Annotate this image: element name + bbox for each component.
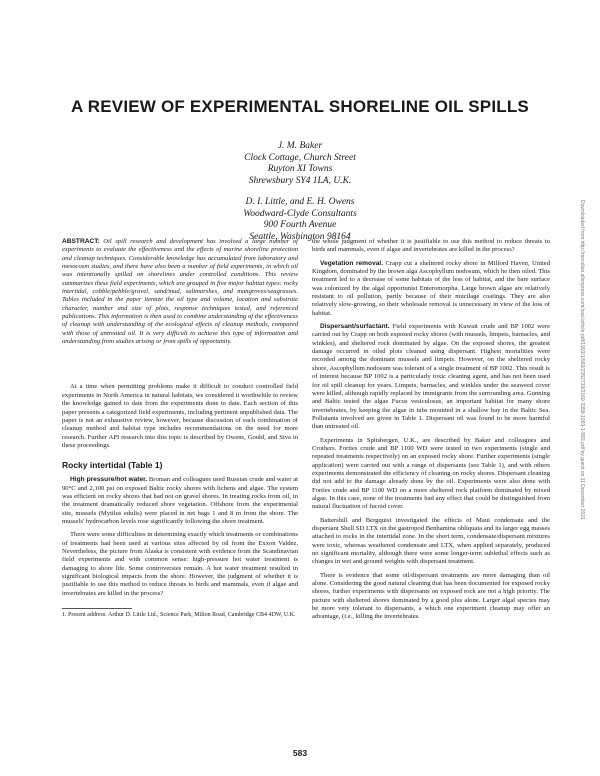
vegetation-removal-paragraph bbox=[312, 260, 550, 318]
evidence-paragraph: There is evidence that some oil/dispersant treatments are more damaging than oil alone. Considering the good natural cleaning that has been documented for exposed rocky shores, further experiments with dispersants on exposed rock are not a high priority. The picture with sheltered shores dominated by a good plus alone. Larger algal species may be more vety tolerant to dispersants, a which one experiment cleanup may offer an advantage, (i.e., killing the invertebrates. bbox=[312, 571, 550, 621]
dispersant-paragraph bbox=[312, 323, 550, 431]
affiliation-line: Seattle, Washington 98164 bbox=[249, 231, 351, 242]
continued-paragraph: the whole judgment of whether it is justifiable to use this method to reduce threats to birds and mammals, even if algae and invertebrates are killed in the process? bbox=[312, 238, 550, 254]
page-number: 583 bbox=[292, 748, 308, 758]
paragraph-text: Broman and colleagues used Russian crude and water at 90°C and 2,100 psi on exposed Baltic rocky shores with lichens and algae. The system was efficient on rocky shores that had not on gravel shores. In treating rocks from oil, in the treatment dramatically reduced shore vegetation. Offshore from the experimental site, mussels (Mytilus edulis) were placed in net bags 1 and 8 m from the shore. The mussels' hydrocarbon levels rose significantly following the shore treatment. bbox=[62, 476, 298, 525]
section-heading-rocky-intertidal: Rocky intertidal (Table 1) bbox=[62, 460, 163, 471]
affiliation-line: Clock Cottage, Church Street bbox=[244, 152, 356, 163]
abstract-label: ABSTRACT: bbox=[62, 238, 100, 245]
paragraph-text: Field experiments with Kuwait crude and BP 1002 were carried out by Crapp on both exposed rocky shores (with mussels, limpets, barnacles, and winkles), and sheltered rock dominated by algae. On the exposed shores, the greatest damage occurred in oiled plots cleaned using dispersant. Highest mortalities were recorded among the dominant mussels and limpets. However, on the sheltered rocky shore, Ascophyllum nodosum was tolerant of a single treatment of BP 1002. This result is of interest because BP 1002 is a particularly toxic cleaning agent, and has not been used for oil spill cleanup for years. Limpets, barnacles, and winkles under the seaweed cover were killed, although rapidly replaced by immigrants from the surrounding area. Gunning and Baltic tested the algae Fucus vesiculosus, an important habitat for many shore invertebrates, by keeping the algae in tubs mounted in a shallow bay in the Baltic Sea. Pollutants involved are given in Table 1. Dispersant oil was found to be more harmful than untreated oil. bbox=[312, 323, 550, 431]
affiliation-line: Woodward-Clyde Consultants bbox=[243, 208, 357, 219]
battershill-paragraph: Battershill and Bergquist investigated the effects of Maui condensate and the dispersant Shell SD LTX on the gastropod Benhamina obliquata and its larger egg masses attached to rocks in the intertidal zone. In the short term, condensate/dispersant mixtures were toxic, whereas weathered condensate and LTX, when applied separately, produced no significant mortality, although there were some longer-term sublethal effects such as changes in wet and ground weights with dispersant treatment. bbox=[312, 516, 550, 566]
affiliation-line: Ruyton XI Towns bbox=[267, 164, 333, 174]
affiliation-line: 900 Fourth Avenue bbox=[263, 220, 337, 230]
left-column bbox=[62, 238, 298, 620]
run-in-heading: Dispersant/surfactant. bbox=[320, 323, 390, 331]
rocky-paragraph-2: There were some difficulties in determining exactly which treatments or combinations of treatments had been used at various sites affected by oil from the Exxon Valdez. Nevertheless, the picture from Alaska is consistent with evidence from the Scandinavian field experiments and with common sense: high-pressure hot water treatment is damaging to shore life. Some controversies remain. A hot water treatment resulted in significant biological impacts from the shore. However, the judgment of whether it is justifiable to use this method to reduce threats to birds and mammals, even if algae and invertebrates are killed in the process? bbox=[62, 531, 298, 597]
spitsbergen-paragraph: Experiments in Spitsbergen, U.K., are described by Baker and colleagues and Crothers. Forties crude and BP 1100 WD were tested in two experiments (single and repeated treatments respectively) on an exposed rocky shore. Further experiments (single application) were carried out with a range of dispersants (see Table 1), and with others experiments demonstrated the efficiency of cleaning on rocky shores. Dispersant cleaning did not add to the damage already done by the oil. Experiments were also done with Forties crude and BP 1100 WD on a more sheltered rock platform dominated by mixed algae. In this case, none of the treatments had any effect that could be distinguished from natural fluctuation of fucoid cover. bbox=[312, 436, 550, 511]
author-group-1 bbox=[150, 141, 450, 187]
affiliation-line: Shrewsbury SY4 1LA, U.K. bbox=[248, 175, 352, 186]
right-column bbox=[312, 238, 550, 627]
column-gap bbox=[62, 351, 298, 383]
abstract bbox=[62, 238, 298, 346]
author-name: D. I. Little, and E. H. Owens bbox=[245, 197, 355, 207]
abstract-text: Oil spill research and development has involved a large number of experiments to evaluate the effectiveness and the effects of marine shoreline protection and cleanup techniques. Considerable knowledge has accumulated from laboratory and mesocosm studies, and there have also been a number of field experiments, in which oil was intentionally spilled on shorelines under controlled conditions. This review summarizes these field experiments, which are grouped in five major habitat types: rocky intertidal, cobble/pebble/gravel, sand/mud, saltmarshes, and mangroves/seagrasses. Tables included in the paper itemize the oil type and volume, location and substrate character, number and size of plots, response techniques tested, and referenced publications. This information is then used to combine understanding of the effectiveness of cleanup with understanding of the ecological effects of cleanup methods, compared with those of untreated oil. It is very difficult to achieve this type of information and understanding from studies arising or from spills of opportunity. bbox=[62, 238, 298, 346]
paper-title: A REVIEW OF EXPERIMENTAL SHORELINE OIL SPILLS bbox=[71, 97, 529, 116]
author-name: J. M. Baker bbox=[277, 141, 323, 151]
intro-paragraph: At a time when permitting problems make it difficult to conduct controlled field experiments in North America in natural habitats, we considered it worthwhile to review the knowledge gained to date from the experiments done to date. Each section of this paper presents a categorized field experiments, including pertinent unpublished data. The paper is not an exhaustive review, however, because discussion of each combination of cleanup method and habitat type includes recommendations on the need for more research. Further API research into this topic is described by Owens, Gould, and Siva in these proceedings. bbox=[62, 383, 298, 449]
author-block bbox=[150, 141, 450, 253]
run-in-heading: High pressure/hot water. bbox=[70, 476, 148, 484]
download-watermark: Downloaded from http://meridian.allenpress.com/iosc/article-pdf/1993/1/583/2352739/2169-3358-1993-1-583.pdf by guest on 11 December 2021 bbox=[579, 200, 585, 520]
footnote-rule bbox=[62, 608, 132, 609]
rocky-paragraph-1 bbox=[62, 476, 298, 526]
author-group-2 bbox=[150, 197, 450, 243]
footnote: 1. Present address: Arthur D. Little Ltd., Science Park, Milton Road, Cambridge CB4 4DW, U.K. bbox=[62, 612, 296, 619]
paragraph-text: Crapp cut a sheltered rocky shore in Milford Haven, United Kingdom, dominated by the brown alga Ascophyllum nodosum, which he then oiled. This treatment led to a decrease of some habitats of the less of habitat, and the bare surface was colonized by the algal opportunist Enteromorpha. Large brown algae are relatively resistant to oil pollution, partly because of their mucilage coatings. They are also relatively slow-growing, so their wholesale removal is unnecessary in view of the loss of habitat. bbox=[312, 259, 550, 317]
run-in-heading: Vegetation removal. bbox=[320, 259, 384, 267]
